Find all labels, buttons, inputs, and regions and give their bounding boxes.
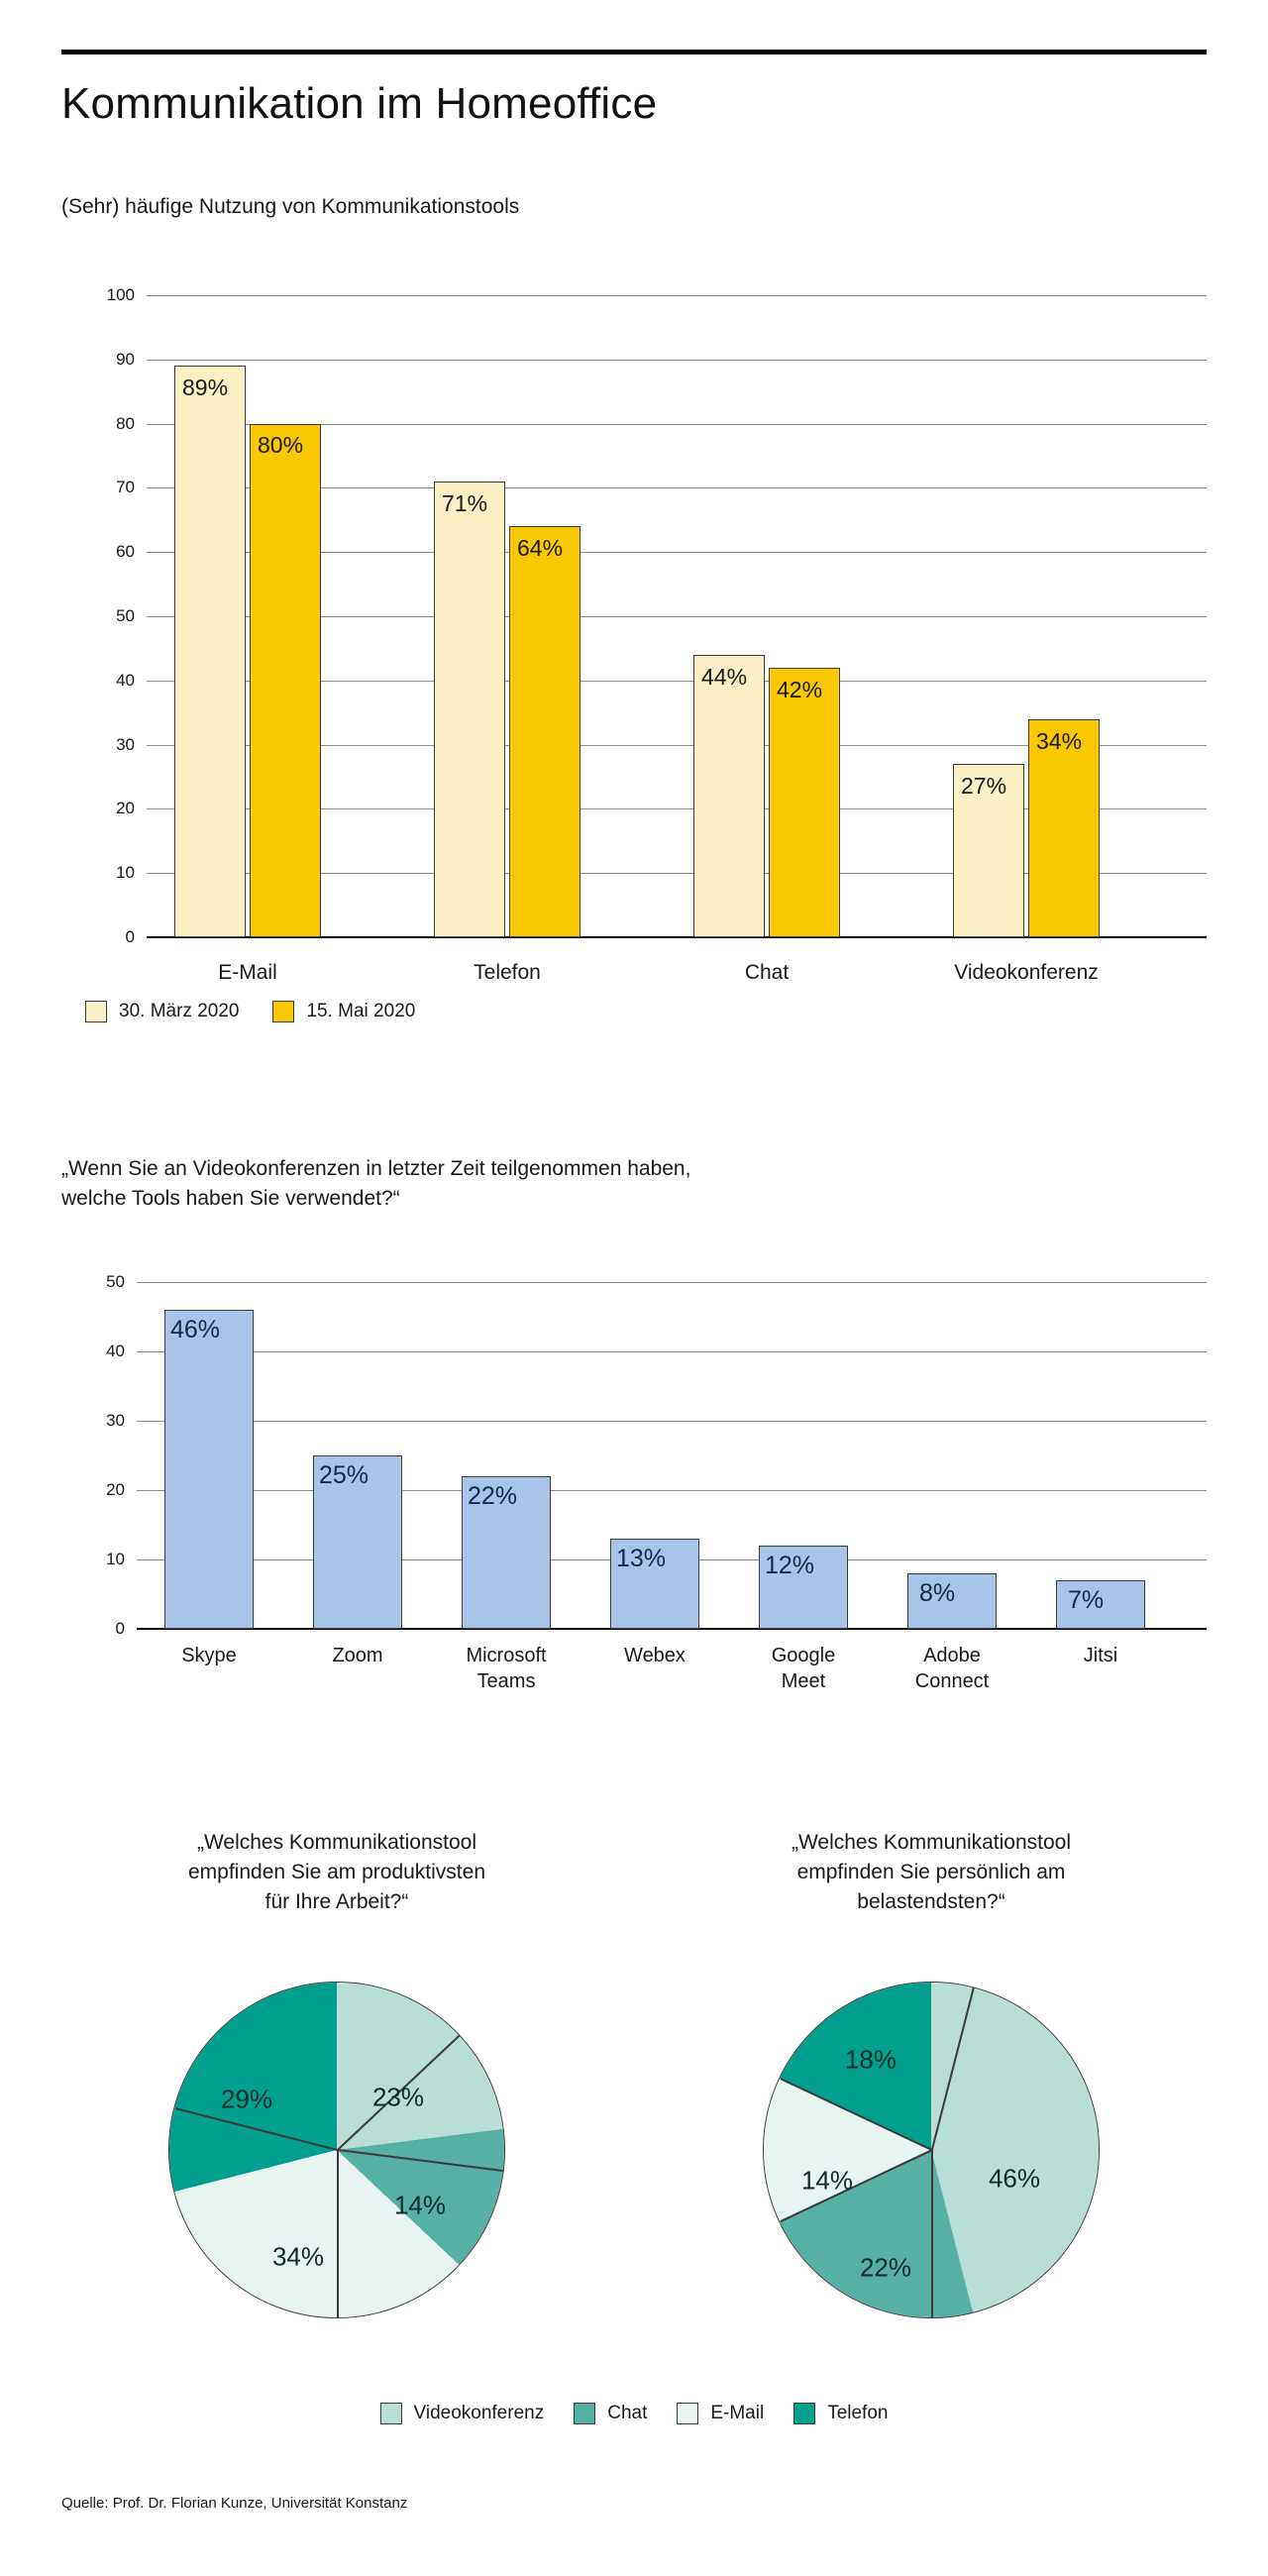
chart1-ytick: 0 bbox=[125, 927, 135, 946]
bar-chat-march bbox=[693, 655, 765, 937]
legend-swatch-march bbox=[85, 1001, 107, 1022]
pie-chart-productive bbox=[168, 1982, 505, 2318]
pie2-title-line1: „Welches Kommunikationstool bbox=[791, 1831, 1072, 1854]
chart2-cat-label-line2: Connect bbox=[914, 1670, 990, 1692]
chart2-gridline-30 bbox=[137, 1421, 1207, 1422]
chart2-ytick: 40 bbox=[106, 1342, 125, 1360]
pie2-sep-0 bbox=[931, 2150, 933, 2317]
bar-label-email-may: 80% bbox=[258, 432, 304, 458]
legend-label-chat: Chat bbox=[607, 2403, 648, 2423]
chart-2-tools-bars bbox=[61, 1268, 1207, 1692]
bar-email-may bbox=[250, 424, 321, 937]
bar-chat-may bbox=[769, 668, 840, 937]
chart2-cat-label-line1: Microsoft bbox=[466, 1645, 547, 1666]
pie1-label-chat: 14% bbox=[393, 2190, 447, 2220]
legend-swatch-chat bbox=[574, 2403, 595, 2424]
chart2-gridline-20 bbox=[137, 1490, 1207, 1491]
chart1-ytick: 10 bbox=[116, 863, 135, 883]
pie2-label-videokonferenz: 46% bbox=[988, 2163, 1041, 2194]
pie-legend-item-videokonferenz bbox=[380, 2403, 545, 2424]
pie-legend-item-email bbox=[677, 2403, 764, 2424]
bar-label-zoom: 25% bbox=[319, 1461, 370, 1489]
pie1-title-line3: für Ihre Arbeit?“ bbox=[264, 1889, 409, 1913]
chart1-ytick: 60 bbox=[116, 542, 135, 562]
legend-item-may bbox=[272, 1001, 415, 1022]
bar-telefon-march bbox=[434, 482, 505, 937]
chart2-plot-area bbox=[106, 1272, 1207, 1692]
chart2-cat-label-line2: Meet bbox=[781, 1670, 826, 1692]
pie2-title-line3: belastendsten?“ bbox=[857, 1889, 1005, 1913]
legend-label-march: 30. März 2020 bbox=[119, 1001, 240, 1021]
chart2-cat-label-jitsi: Jitsi bbox=[1083, 1645, 1118, 1666]
pie2-label-chat: 22% bbox=[859, 2252, 912, 2283]
pie2-label-telefon: 18% bbox=[844, 2044, 898, 2075]
bar-label-telefon-march: 71% bbox=[442, 490, 488, 516]
bar-label-chat-may: 42% bbox=[777, 677, 823, 702]
bar-label-adobe-connect: 8% bbox=[919, 1579, 956, 1607]
pie1-title bbox=[99, 1828, 575, 1916]
legend-label-may: 15. Mai 2020 bbox=[306, 1001, 416, 1021]
chart2-cat-label-webex: Webex bbox=[624, 1645, 686, 1666]
chart2-subtitle bbox=[61, 1154, 690, 1214]
bar-label-skype: 46% bbox=[170, 1316, 221, 1343]
legend-swatch-videokonferenz bbox=[380, 2403, 402, 2424]
chart1-gridline-90 bbox=[147, 360, 1207, 361]
chart1-cat-label: Telefon bbox=[474, 961, 541, 984]
chart2-gridline-50 bbox=[137, 1282, 1207, 1283]
pie1-title-line2: empfinden Sie am produktivsten bbox=[188, 1860, 485, 1883]
pie2-title-line2: empfinden Sie persönlich am bbox=[796, 1860, 1066, 1883]
legend-swatch-telefon bbox=[793, 2403, 815, 2424]
pie1-title-line1: „Welches Kommunikationstool bbox=[196, 1831, 477, 1854]
bar-label-chat-march: 44% bbox=[701, 664, 748, 690]
bar-label-microsoft-teams: 22% bbox=[468, 1482, 518, 1510]
top-rule-divider bbox=[61, 50, 1207, 54]
pie-legend-item-telefon bbox=[793, 2403, 888, 2424]
legend-swatch-email bbox=[677, 2403, 698, 2424]
bar-skype bbox=[164, 1310, 254, 1629]
chart2-ytick: 10 bbox=[106, 1550, 125, 1568]
chart1-legend bbox=[85, 1001, 415, 1022]
chart1-cat-label: Videokonferenz bbox=[954, 961, 1099, 984]
chart2-ytick: 0 bbox=[115, 1619, 125, 1638]
chart1-ytick: 40 bbox=[116, 670, 135, 690]
bar-label-jitsi: 7% bbox=[1068, 1586, 1105, 1614]
legend-label-videokonferenz: Videokonferenz bbox=[413, 2403, 545, 2423]
chart2-cat-label-line1: Google bbox=[771, 1645, 836, 1666]
legend-label-telefon: Telefon bbox=[827, 2403, 889, 2423]
chart2-cat-label-microsoft-teams bbox=[447, 1643, 566, 1694]
page-title: Kommunikation im Homeoffice bbox=[61, 79, 658, 128]
pie-legend-item-chat bbox=[574, 2403, 647, 2424]
bar-label-telefon-may: 64% bbox=[517, 535, 564, 561]
chart2-ytick: 20 bbox=[106, 1480, 125, 1499]
chart1-gridline-100 bbox=[147, 295, 1207, 296]
pie2-label-email: 14% bbox=[800, 2165, 854, 2196]
chart1-ytick: 80 bbox=[116, 413, 135, 433]
chart1-ytick: 100 bbox=[106, 285, 135, 304]
pie1-label-email: 34% bbox=[271, 2241, 325, 2272]
bar-label-webex: 13% bbox=[616, 1545, 667, 1572]
chart2-cat-label-line2: Teams bbox=[476, 1670, 536, 1692]
bar-label-google-meet: 12% bbox=[765, 1552, 815, 1579]
chart1-ytick: 50 bbox=[116, 606, 135, 625]
source-note: Quelle: Prof. Dr. Florian Kunze, Universität Konstanz bbox=[61, 2495, 408, 2512]
chart1-plot-area bbox=[106, 285, 1207, 984]
chart2-cat-label-skype: Skype bbox=[181, 1645, 237, 1666]
legend-item-march bbox=[85, 1001, 239, 1022]
chart1-cat-label: Chat bbox=[744, 961, 790, 984]
chart2-subtitle-line1: „Wenn Sie an Videokonferenzen in letzter Zeit teilgenommen haben, bbox=[61, 1157, 691, 1180]
chart2-gridline-40 bbox=[137, 1351, 1207, 1352]
legend-swatch-may bbox=[272, 1001, 294, 1022]
chart2-ytick: 50 bbox=[106, 1272, 125, 1291]
chart1-ytick: 90 bbox=[116, 349, 135, 369]
pie1-sep-0 bbox=[337, 2150, 339, 2317]
legend-label-email: E-Mail bbox=[710, 2403, 765, 2423]
chart-1-grouped-bars bbox=[61, 277, 1207, 984]
pie-legend bbox=[0, 2403, 1268, 2424]
pie-chart-stressful bbox=[763, 1982, 1100, 2318]
chart1-ytick: 20 bbox=[116, 799, 135, 818]
bar-email-march bbox=[174, 366, 246, 937]
pie2-title bbox=[693, 1828, 1169, 1916]
chart1-ytick: 30 bbox=[116, 734, 135, 754]
chart2-cat-label-line1: Adobe bbox=[923, 1645, 981, 1666]
chart1-subtitle: (Sehr) häufige Nutzung von Kommunikationstools bbox=[61, 195, 520, 218]
bar-label-email-march: 89% bbox=[182, 375, 229, 400]
bar-label-video-march: 27% bbox=[961, 773, 1007, 799]
chart2-cat-label-adobe-connect bbox=[893, 1643, 1011, 1694]
chart1-ytick: 70 bbox=[116, 478, 135, 497]
pie1-label-telefon: 29% bbox=[220, 2084, 273, 2114]
bar-label-video-may: 34% bbox=[1036, 728, 1083, 754]
chart2-subtitle-line2: welche Tools haben Sie verwendet?“ bbox=[61, 1186, 400, 1210]
chart1-cat-label: E-Mail bbox=[218, 961, 277, 984]
pie1-label-videokonferenz: 23% bbox=[371, 2082, 425, 2112]
bar-telefon-may bbox=[509, 526, 581, 937]
chart2-ytick: 30 bbox=[106, 1411, 125, 1430]
chart2-cat-label-google-meet bbox=[744, 1643, 863, 1694]
chart2-cat-label-zoom: Zoom bbox=[332, 1645, 383, 1666]
